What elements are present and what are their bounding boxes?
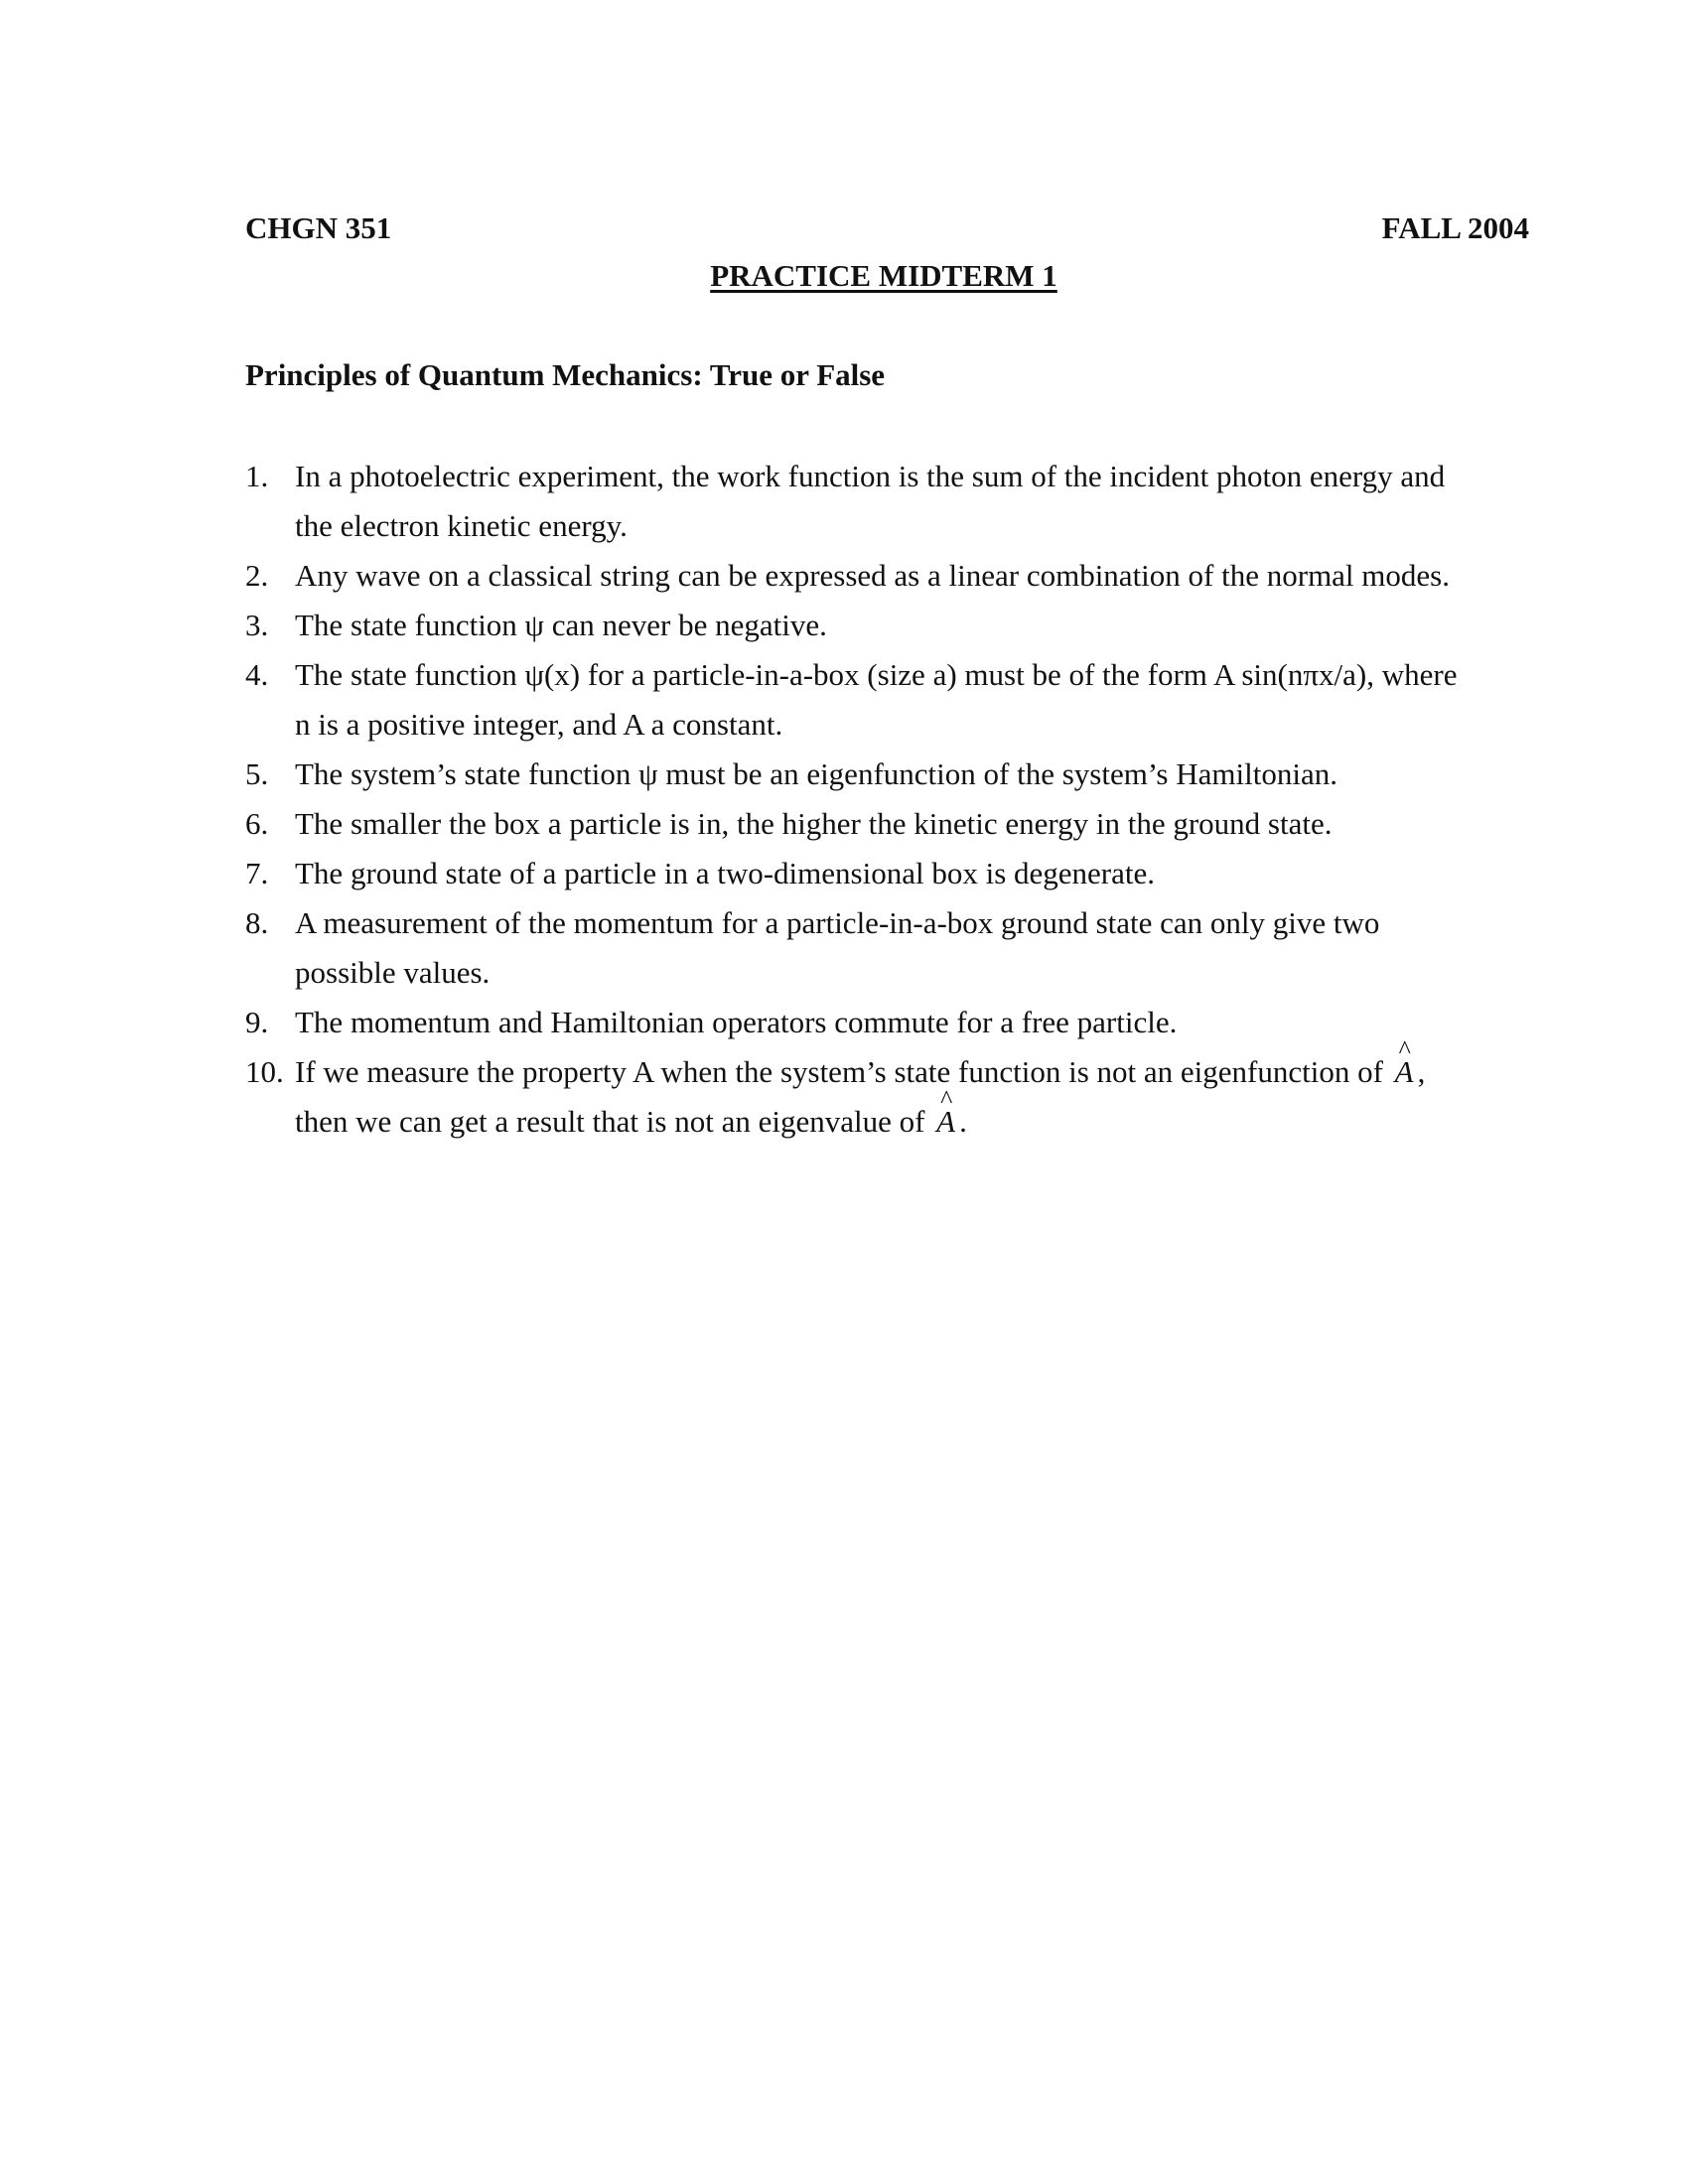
operator-a-hat: ^ A xyxy=(1395,1047,1414,1097)
question-item xyxy=(245,650,1467,750)
question-text: The system’s state function ψ must be an eigenfunction of the system’s Hamiltonian. xyxy=(295,756,1337,791)
question-text xyxy=(295,1047,1467,1147)
question-item xyxy=(245,898,1467,998)
question-text: The state function ψ(x) for a particle-in-a-box (size a) must be of the form A sin(nπx/a), where n is a positive integer, and A a constant. xyxy=(295,657,1458,742)
question-number: 3. xyxy=(245,608,269,642)
course-code: CHGN 351 xyxy=(245,210,392,245)
question-number: 5. xyxy=(245,756,269,791)
question-text: Any wave on a classical string can be expressed as a linear combination of the normal modes. xyxy=(295,558,1450,593)
question-number: 8. xyxy=(245,905,269,940)
question-text: In a photoelectric experiment, the work function is the sum of the incident photon energy and the electron kinetic energy. xyxy=(295,459,1446,543)
question-item xyxy=(245,799,1467,849)
question-list xyxy=(245,452,1467,1147)
question-text: The state function ψ can never be negative. xyxy=(295,608,827,642)
question-text: The momentum and Hamiltonian operators commute for a free particle. xyxy=(295,1005,1178,1039)
operator-a-hat: ^ A xyxy=(936,1097,955,1147)
term-label: FALL 2004 xyxy=(1381,210,1529,245)
question-text-end: . xyxy=(959,1104,967,1139)
question-number: 2. xyxy=(245,558,269,593)
question-text: The smaller the box a particle is in, the higher the kinetic energy in the ground state. xyxy=(295,806,1333,841)
question-item xyxy=(245,849,1467,898)
question-text: The ground state of a particle in a two-dimensional box is degenerate. xyxy=(295,856,1155,890)
question-item xyxy=(245,551,1467,601)
question-number: 4. xyxy=(245,657,269,692)
question-number: 6. xyxy=(245,806,269,841)
question-item xyxy=(245,750,1467,799)
question-number: 7. xyxy=(245,856,269,890)
question-number: 9. xyxy=(245,1005,269,1039)
question-number: 10. xyxy=(245,1054,284,1089)
section-heading: Principles of Quantum Mechanics: True or False xyxy=(245,357,886,392)
page-title: PRACTICE MIDTERM 1 xyxy=(710,258,1057,293)
question-item xyxy=(245,1047,1467,1147)
question-item xyxy=(245,998,1467,1047)
question-text: A measurement of the momentum for a particle-in-a-box ground state can only give two possible values. xyxy=(295,905,1380,990)
question-text-part: If we measure the property A when the system’s state function is not an eigenfunction of xyxy=(295,1054,1383,1089)
question-item xyxy=(245,601,1467,650)
question-item xyxy=(245,452,1467,551)
question-number: 1. xyxy=(245,459,269,493)
question-text-part: , then we can get a result that is not an eigenvalue of xyxy=(295,1054,1426,1139)
